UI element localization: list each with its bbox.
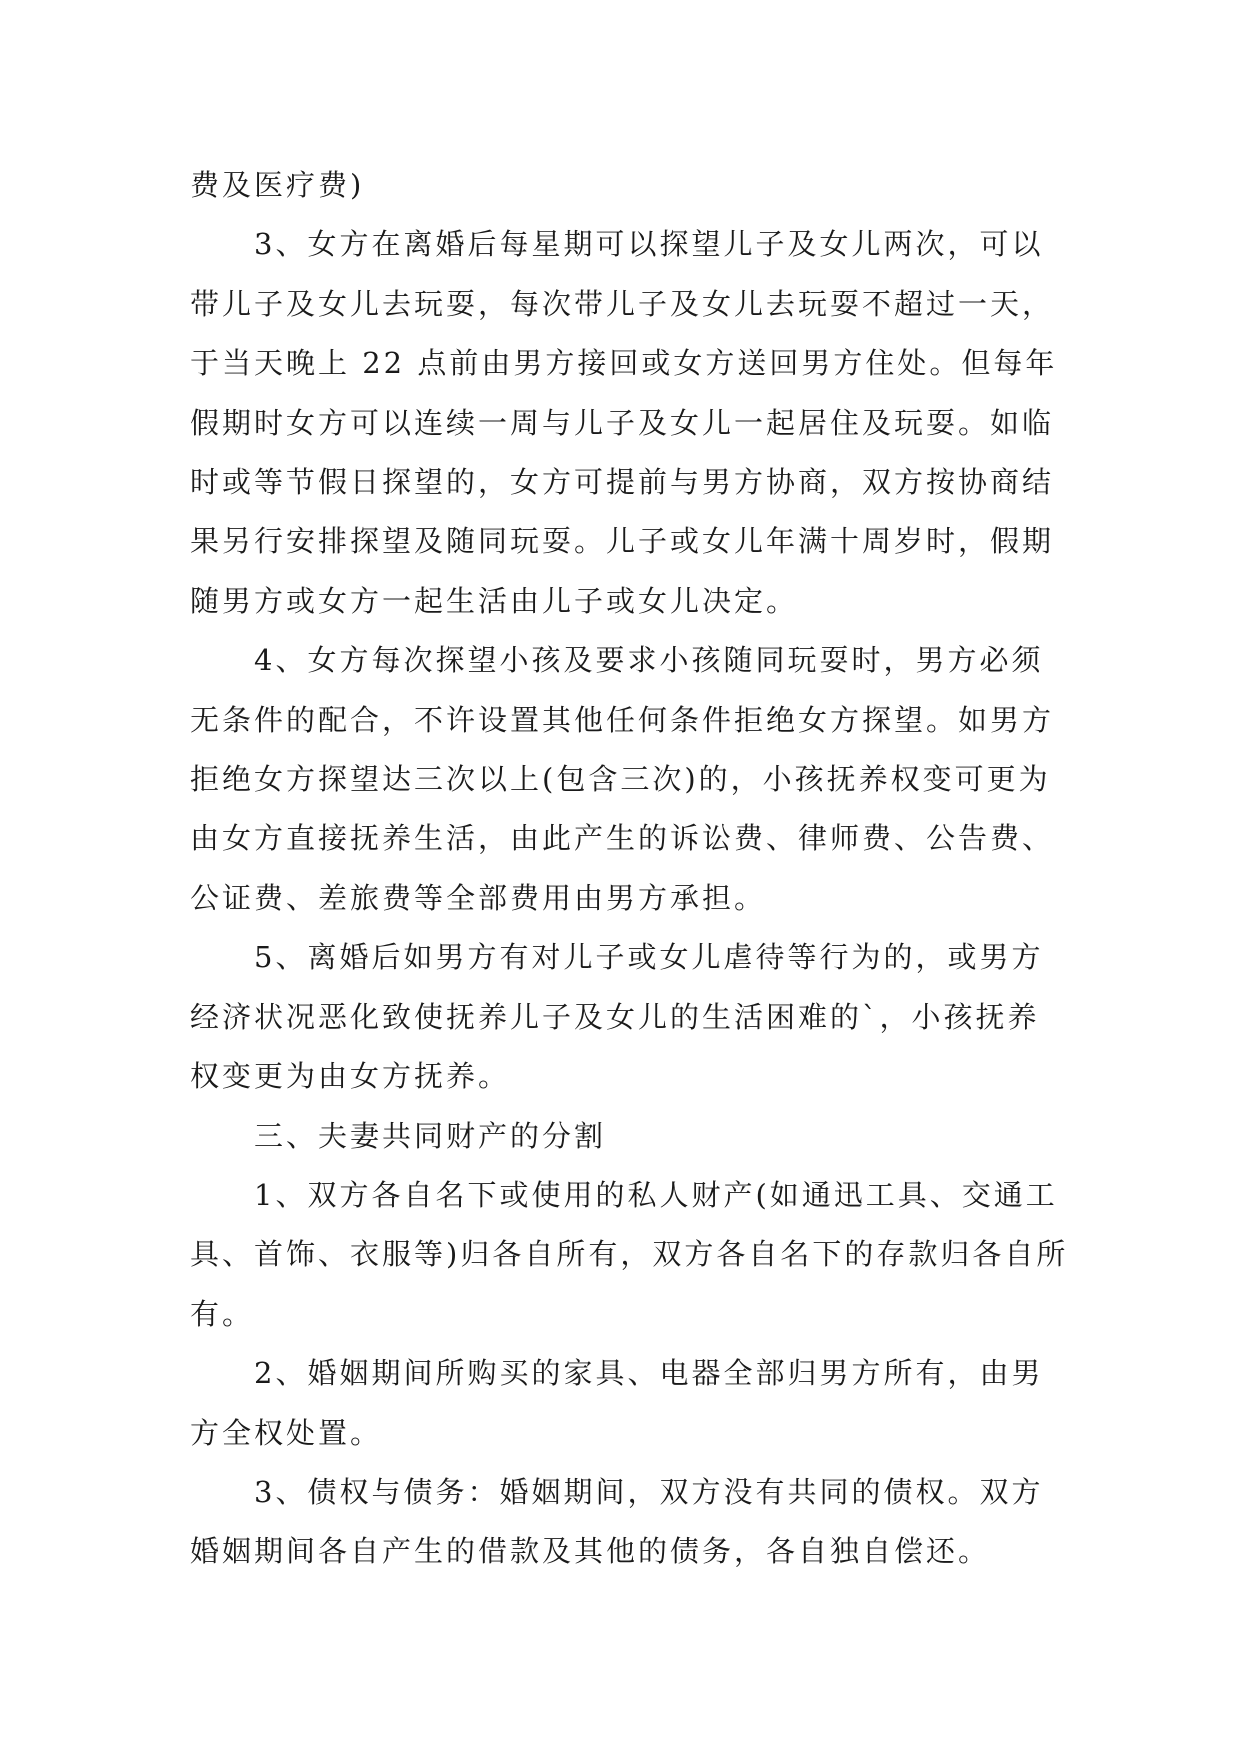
paragraph-fees-continuation: 费及医疗费) [190, 168, 365, 202]
paragraph-property-1-personal: 1、双方各自名下或使用的私人财产(如通迅工具、交通工具、首饰、衣服等)归各自所有，双方各自名下的存款归各自所有。 [190, 1177, 1069, 1331]
paragraph-property-3-debts: 3、债权与债务：婚姻期间，双方没有共同的债权。双方婚姻期间各自产生的借款及其他的债务，各自独自偿还。 [190, 1474, 1044, 1569]
paragraph-clause-3-visitation: 3、女方在离婚后每星期可以探望儿子及女儿两次，可以带儿子及女儿去玩耍，每次带儿子及女儿去玩耍不超过一天，于当天晚上 22 点前由男方接回或女方送回男方住处。但每年假期时女方可以连续一周与儿子及女儿一起居住及玩耍。如临时或等节假日探望的，女方可提前与男方协商，双方按协商结果另行安排探望及随同玩耍。儿子或女儿年满十周岁时，假期随男方或女方一起生活由儿子或女儿决定。 [190, 227, 1058, 618]
paragraph-property-2-furniture: 2、婚姻期间所购买的家具、电器全部归男方所有，由男方全权处置。 [190, 1356, 1044, 1450]
paragraph-clause-5-custody-change: 5、离婚后如男方有对儿子或女儿虐待等行为的，或男方经济状况恶化致使抚养儿子及女儿的生活困难的`，小孩抚养权变更为由女方抚养。 [190, 940, 1044, 1094]
paragraph-clause-4-cooperation: 4、女方每次探望小孩及要求小孩随同玩耍时，男方必须无条件的配合，不许设置其他任何条件拒绝女方探望。如男方拒绝女方探望达三次以上(包含三次)的，小孩抚养权变可更为由女方直接抚养生活，由此产生的诉讼费、律师费、公告费、公证费、差旅费等全部费用由男方承担。 [190, 643, 1055, 915]
document-body [190, 156, 1070, 1582]
section-heading-property-division: 三、夫妻共同财产的分割 [190, 1118, 607, 1153]
